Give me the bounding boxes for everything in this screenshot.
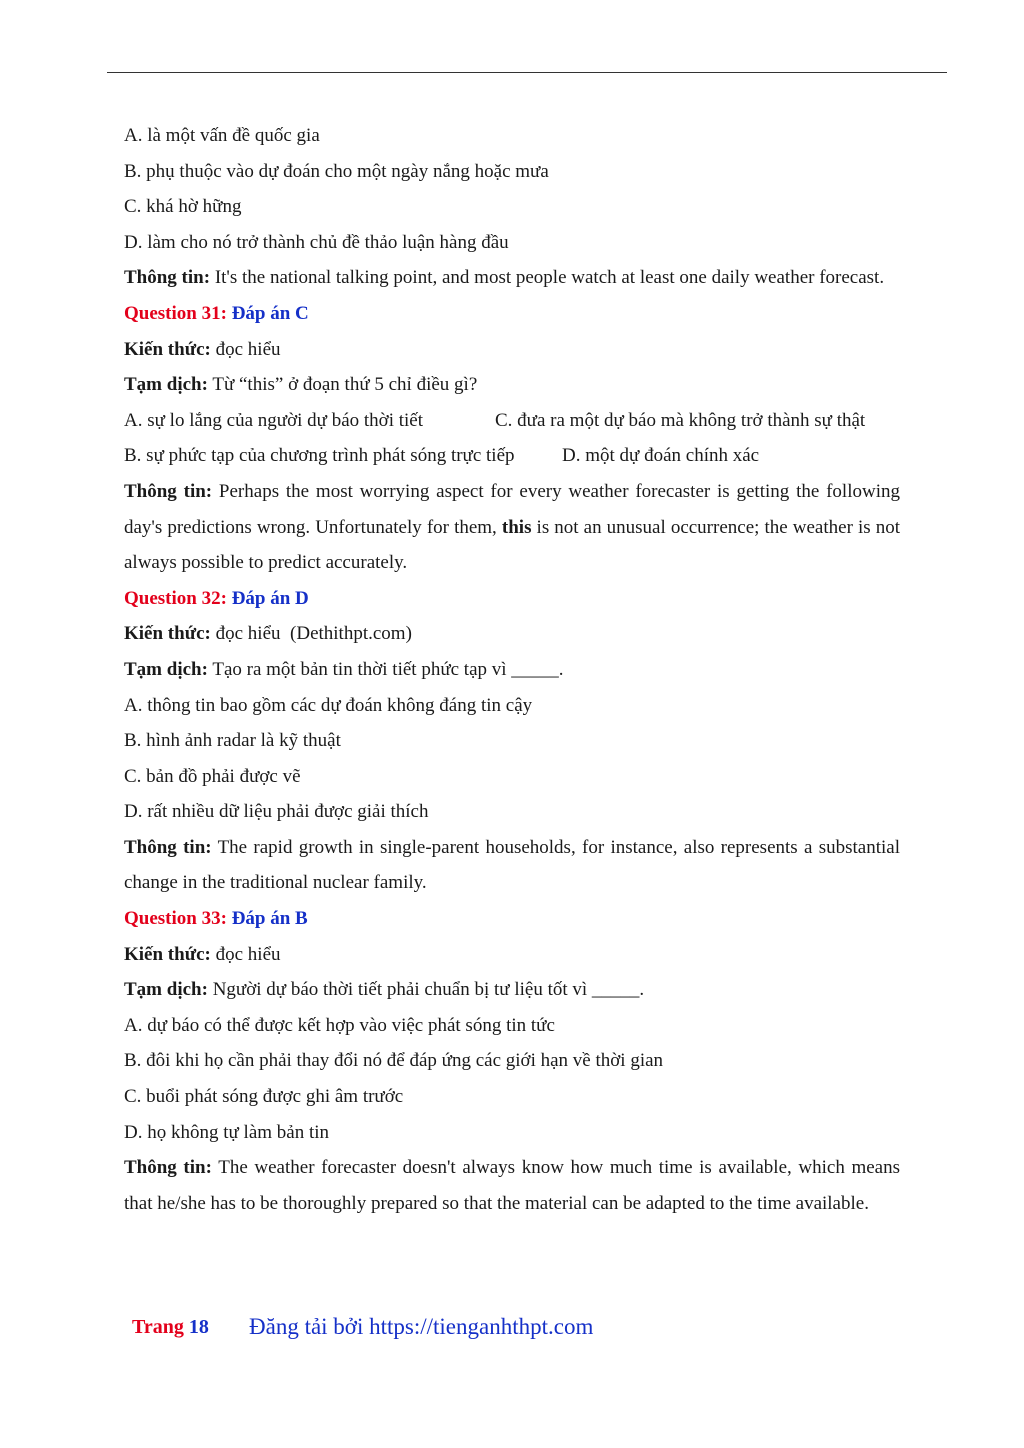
answer-label: Đáp án B	[226, 908, 308, 930]
info-label: Thông tin:	[124, 1157, 212, 1179]
q33-option-b: B. đôi khi họ cần phải thay đổi nó để đáp ứng các giới hạn về thời gian	[124, 1050, 664, 1072]
knowledge-text: đọc hiểu	[210, 338, 281, 360]
knowledge-label: Kiến thức:	[124, 338, 211, 360]
page-label-text: Trang	[132, 1316, 189, 1338]
q31-translation	[124, 367, 900, 403]
q33-info	[124, 1150, 900, 1221]
q31-option-c: C. đưa ra một dự báo mà không trở thành sự thật	[495, 409, 866, 431]
q33-translation	[124, 972, 900, 1008]
knowledge-text: đọc hiểu	[210, 943, 281, 965]
info-label: Thông tin:	[124, 836, 212, 858]
question-label: Question 31:	[124, 302, 227, 324]
info-text: It's the national talking point, and most people watch at least one daily weather forecast.	[210, 267, 885, 289]
q32-option-b: B. hình ảnh radar là kỹ thuật	[124, 730, 341, 752]
q31-heading	[124, 296, 900, 332]
info-text: The rapid growth in single-parent households, for instance, also represents a substantial change in the traditional nuclear family.	[124, 836, 900, 894]
header-rule	[107, 72, 947, 73]
answer-label: Đáp án D	[226, 587, 309, 609]
q33-option-c: C. buổi phát sóng được ghi âm trước	[124, 1086, 404, 1108]
page-label	[132, 1316, 209, 1339]
translation-text: Tạo ra một bản tin thời tiết phức tạp vì _____.	[207, 658, 564, 680]
q32-heading	[124, 581, 900, 617]
q30-info	[124, 260, 900, 296]
uploader-link[interactable]: Đăng tải bởi https://tienganhthpt.com	[249, 1314, 594, 1339]
translation-label: Tạm dịch:	[124, 979, 208, 1001]
info-emphasis: this	[501, 516, 532, 538]
q30-option-c: C. khá hờ hững	[124, 196, 242, 218]
q30-option-b: B. phụ thuộc vào dự đoán cho một ngày nắng hoặc mưa	[124, 160, 549, 182]
knowledge-label: Kiến thức:	[124, 623, 211, 645]
q33-option-d: D. họ không tự làm bản tin	[124, 1121, 330, 1143]
document-body	[124, 118, 900, 1221]
translation-label: Tạm dịch:	[124, 658, 208, 680]
info-text: is not an unusual occurrence; the weather is not always possible to predict accurately.	[124, 516, 900, 574]
q31-option-b: B. sự phức tạp của chương trình phát sóng trực tiếp	[124, 445, 515, 467]
q32-translation	[124, 652, 900, 688]
q31-option-a: A. sự lo lắng của người dự báo thời tiết	[124, 409, 423, 431]
q31-option-d: D. một dự đoán chính xác	[562, 445, 760, 467]
translation-text: Người dự báo thời tiết phải chuẩn bị tư liệu tốt vì _____.	[207, 979, 645, 1001]
page-number: 18	[188, 1316, 209, 1338]
q33-heading	[124, 901, 900, 937]
info-label: Thông tin:	[124, 480, 213, 502]
q31-info	[124, 474, 900, 581]
page-footer	[0, 1312, 1024, 1352]
info-label: Thông tin:	[124, 267, 211, 289]
info-text: The weather forecaster doesn't always know how much time is available, which means that he/she has to be thoroughly prepared so that the material can be adapted to the time available.	[124, 1157, 900, 1214]
translation-label: Tạm dịch:	[124, 374, 208, 396]
q31-knowledge	[124, 332, 900, 368]
question-label: Question 33:	[124, 908, 227, 930]
q31-options-row-2	[124, 438, 900, 474]
q33-knowledge	[124, 937, 900, 973]
info-text: Perhaps the most worrying aspect for every weather forecaster is getting the following day's predictions wrong. Unfortunately for them,	[124, 480, 900, 538]
knowledge-text: đọc hiểu (Dethithpt.com)	[210, 623, 412, 645]
q30-option-a: A. là một vấn đề quốc gia	[124, 125, 320, 146]
q32-knowledge	[124, 616, 900, 652]
q32-option-a: A. thông tin bao gồm các dự đoán không đáng tin cậy	[124, 694, 533, 716]
q32-info	[124, 830, 900, 901]
answer-label: Đáp án C	[226, 302, 309, 324]
knowledge-label: Kiến thức:	[124, 943, 211, 965]
q32-option-d: D. rất nhiều dữ liệu phải được giải thích	[124, 801, 429, 823]
q32-option-c: C. bản đồ phải được vẽ	[124, 765, 301, 787]
q33-option-a: A. dự báo có thể được kết hợp vào việc phát sóng tin tức	[124, 1014, 555, 1036]
translation-text: Từ “this” ở đoạn thứ 5 chỉ điều gì?	[207, 374, 478, 396]
question-label: Question 32:	[124, 587, 227, 609]
q31-options-row-1	[124, 403, 900, 439]
q30-option-d: D. làm cho nó trở thành chủ đề thảo luận hàng đầu	[124, 231, 509, 253]
